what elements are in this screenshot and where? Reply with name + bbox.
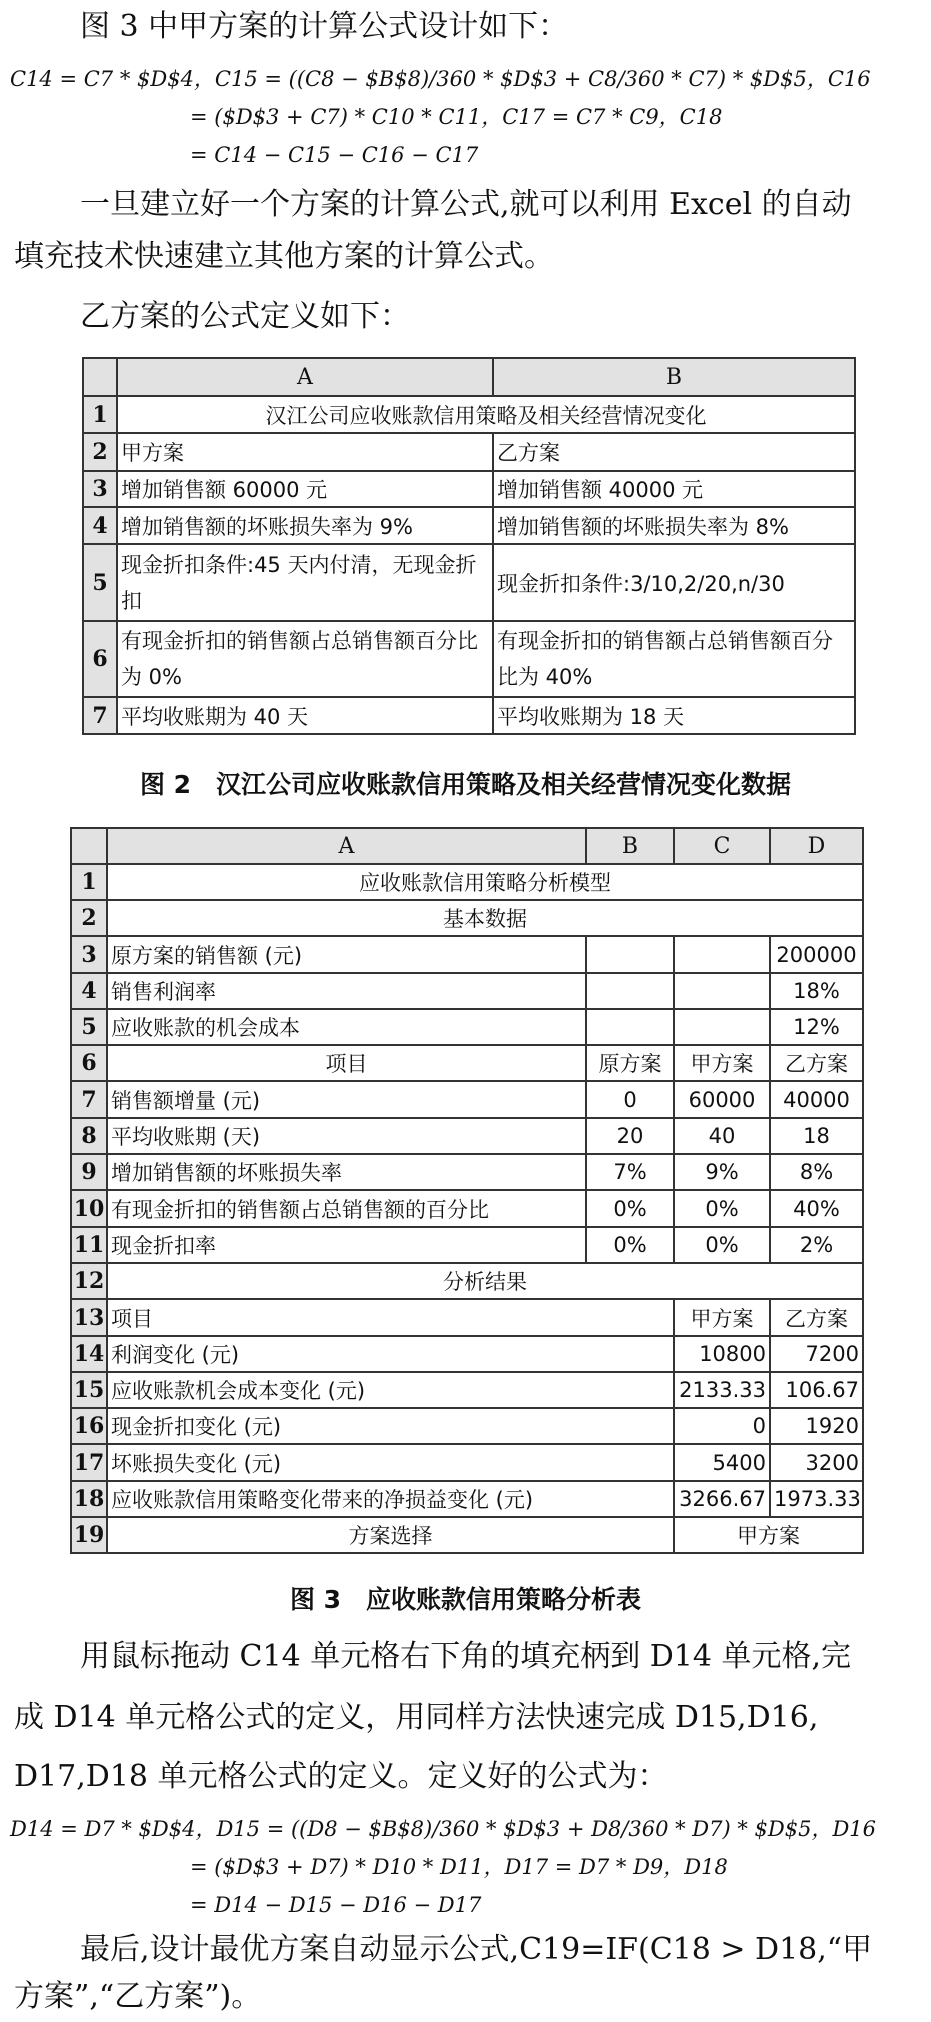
row-number: 7 [83, 697, 117, 734]
table-cell: 有现金折扣的销售额占总销售额百分比为 40% [493, 621, 855, 697]
row-number: 17 [71, 1444, 107, 1481]
table-cell: 现金折扣条件:3/10,2/20,n/30 [493, 544, 855, 621]
table-cell: 甲方案 [674, 1299, 770, 1336]
table-cell: 40 [674, 1118, 770, 1154]
column-header-b: B [493, 358, 855, 396]
paragraph-fill-handle-line3: D17,D18 单元格公式的定义。定义好的公式为： [14, 1759, 668, 1794]
table-cell: 20 [586, 1118, 674, 1154]
table-cell: 项目 [107, 1299, 674, 1336]
table-cell: 3200 [770, 1444, 863, 1481]
row-number: 15 [71, 1372, 107, 1408]
row-number: 3 [83, 471, 117, 507]
header-corner [83, 358, 117, 396]
table-cell: 乙方案 [493, 433, 855, 471]
table-cell: 40000 [770, 1081, 863, 1118]
table-cell: 增加销售额的坏账损失率为 8% [493, 507, 855, 544]
table-cell: 0 [586, 1081, 674, 1118]
table-cell: 原方案的销售额 (元) [107, 936, 586, 973]
row-number: 3 [71, 936, 107, 973]
table-title-cell: 应收账款信用策略分析模型 [107, 864, 863, 900]
table-cell: 增加销售额的坏账损失率为 9% [117, 507, 493, 544]
table-cell: 7200 [770, 1336, 863, 1372]
row-number: 19 [71, 1517, 107, 1553]
table-cell: 0% [674, 1227, 770, 1263]
table-cell: 乙方案 [770, 1299, 863, 1336]
row-number: 2 [83, 433, 117, 471]
row-number: 14 [71, 1336, 107, 1372]
formula-line: = ($D$3 + D7) * D10 * D11，D17 = D7 * D9，D18 [190, 1855, 728, 1879]
row-number: 10 [71, 1190, 107, 1227]
paragraph-fill-handle-line1: 用鼠标拖动 C14 单元格右下角的填充柄到 D14 单元格,完 [80, 1639, 852, 1674]
section-header-cell: 分析结果 [107, 1263, 863, 1299]
formula-line: C14 = C7 * $D$4，C15 = ((C8 − $B$8)/360 * $D$3 + C8/360 * C7) * $D$5，C16 [10, 67, 871, 91]
table-cell: 2% [770, 1227, 863, 1263]
formula-plan-b [10, 1810, 922, 1924]
row-number: 6 [83, 621, 117, 697]
paragraph-fill-handle-line2: 成 D14 单元格公式的定义，用同样方法快速完成 D15,D16, [14, 1700, 819, 1735]
row-number: 6 [71, 1045, 107, 1081]
paragraph-plan-b-intro: 乙方案的公式定义如下： [80, 299, 410, 334]
row-number: 5 [83, 544, 117, 621]
row-number: 1 [83, 396, 117, 433]
table-cell: 1920 [770, 1408, 863, 1444]
row-number: 7 [71, 1081, 107, 1118]
table-cell: 有现金折扣的销售额占总销售额的百分比 [107, 1190, 586, 1227]
row-number: 4 [83, 507, 117, 544]
table-cell: 增加销售额的坏账损失率 [107, 1154, 586, 1190]
table-cell [674, 973, 770, 1009]
table-cell: 40% [770, 1190, 863, 1227]
formula-line: = C14 − C15 − C16 − C17 [190, 143, 479, 167]
table-cell: 9% [674, 1154, 770, 1190]
table-cell: 18% [770, 973, 863, 1009]
row-number: 2 [71, 900, 107, 936]
table-cell: 平均收账期 (天) [107, 1118, 586, 1154]
formula-line: = D14 − D15 − D16 − D17 [190, 1893, 482, 1917]
header-corner [71, 828, 107, 864]
table-cell: 坏账损失变化 (元) [107, 1444, 674, 1481]
table-cell: 销售额增量 (元) [107, 1081, 586, 1118]
table-cell [674, 936, 770, 973]
formula-plan-a [10, 60, 922, 174]
section-header-cell: 基本数据 [107, 900, 863, 936]
table-cell: 0% [674, 1190, 770, 1227]
table-cell: 现金折扣变化 (元) [107, 1408, 674, 1444]
table-cell: 现金折扣率 [107, 1227, 586, 1263]
table-cell: 106.67 [770, 1372, 863, 1408]
column-header-d: D [770, 828, 863, 864]
table-cell: 甲方案 [117, 433, 493, 471]
figure-caption-2: 图 2 汉江公司应收账款信用策略及相关经营情况变化数据 [139, 770, 792, 799]
paragraph-final-line1: 最后,设计最优方案自动显示公式,C19=IF(C18 > D18,“甲 [80, 1932, 873, 1967]
table-cell: 现金折扣条件:45 天内付清，无现金折扣 [117, 544, 493, 621]
figure-caption-3: 图 3 应收账款信用策略分析表 [289, 1585, 642, 1614]
table-cell: 7% [586, 1154, 674, 1190]
table-cell: 原方案 [586, 1045, 674, 1081]
table-cell [586, 936, 674, 973]
table-cell: 销售利润率 [107, 973, 586, 1009]
row-number: 5 [71, 1009, 107, 1045]
table-cell [586, 973, 674, 1009]
table-cell: 0% [586, 1227, 674, 1263]
formula-line: D14 = D7 * $D$4，D15 = ((D8 − $B$8)/360 * $D$3 + D8/360 * D7) * $D$5，D16 [10, 1817, 877, 1841]
column-header-a: A [107, 828, 586, 864]
paragraph-autofill-line1: 一旦建立好一个方案的计算公式,就可以利用 Excel 的自动 [80, 187, 852, 222]
spreadsheet-table-3 [70, 827, 864, 1554]
row-number: 9 [71, 1154, 107, 1190]
table-cell: 增加销售额 40000 元 [493, 471, 855, 507]
column-header-b: B [586, 828, 674, 864]
row-number: 8 [71, 1118, 107, 1154]
table-cell: 方案选择 [107, 1517, 674, 1553]
table-cell: 应收账款信用策略变化带来的净损益变化 (元) [107, 1481, 674, 1517]
spreadsheet-table-2 [82, 357, 856, 735]
table-cell: 甲方案 [674, 1045, 770, 1081]
row-number: 12 [71, 1263, 107, 1299]
table-cell: 增加销售额 60000 元 [117, 471, 493, 507]
row-number: 16 [71, 1408, 107, 1444]
table-cell: 0 [674, 1408, 770, 1444]
row-number: 4 [71, 973, 107, 1009]
column-header-a: A [117, 358, 493, 396]
row-number: 11 [71, 1227, 107, 1263]
row-number: 1 [71, 864, 107, 900]
table-cell: 应收账款的机会成本 [107, 1009, 586, 1045]
table-cell: 5400 [674, 1444, 770, 1481]
column-header-c: C [674, 828, 770, 864]
table-cell: 200000 [770, 936, 863, 973]
paragraph-intro-formula: 图 3 中甲方案的计算公式设计如下： [80, 9, 569, 44]
table-cell: 60000 [674, 1081, 770, 1118]
table-cell: 8% [770, 1154, 863, 1190]
table-cell: 平均收账期为 18 天 [493, 697, 855, 734]
row-number: 13 [71, 1299, 107, 1336]
table-cell: 项目 [107, 1045, 586, 1081]
table-cell: 18 [770, 1118, 863, 1154]
row-number: 18 [71, 1481, 107, 1517]
table-cell [674, 1009, 770, 1045]
table-cell: 2133.33 [674, 1372, 770, 1408]
table-cell: 1973.33 [770, 1481, 863, 1517]
table-title-cell: 汉江公司应收账款信用策略及相关经营情况变化 [117, 396, 855, 433]
paragraph-final-line2: 方案”,“乙方案”)。 [14, 1979, 262, 2014]
table-cell: 3266.67 [674, 1481, 770, 1517]
table-cell: 乙方案 [770, 1045, 863, 1081]
table-cell: 利润变化 (元) [107, 1336, 674, 1372]
table-cell: 甲方案 [674, 1517, 863, 1553]
table-cell: 10800 [674, 1336, 770, 1372]
table-cell: 0% [586, 1190, 674, 1227]
table-cell: 12% [770, 1009, 863, 1045]
paragraph-autofill-line2: 填充技术快速建立其他方案的计算公式。 [14, 239, 554, 274]
formula-line: = ($D$3 + C7) * C10 * C11，C17 = C7 * C9，C18 [190, 105, 723, 129]
table-cell: 应收账款机会成本变化 (元) [107, 1372, 674, 1408]
table-cell [586, 1009, 674, 1045]
table-cell: 有现金折扣的销售额占总销售额百分比为 0% [117, 621, 493, 697]
table-cell: 平均收账期为 40 天 [117, 697, 493, 734]
